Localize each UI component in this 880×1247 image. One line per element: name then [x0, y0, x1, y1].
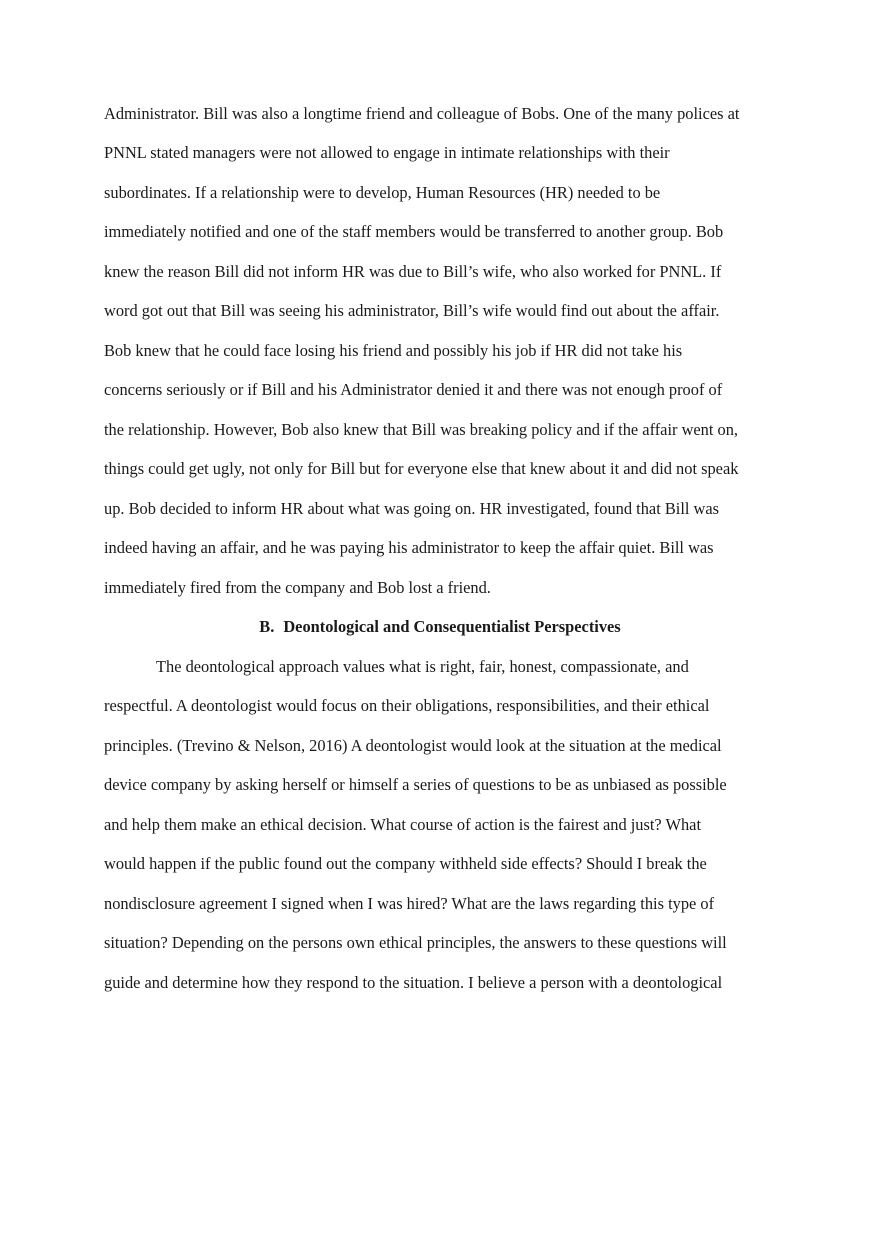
body-text-line: Administrator. Bill was also a longtime friend and colleague of Bobs. One of the many polices at — [104, 104, 740, 123]
body-text-line: guide and determine how they respond to the situation. I believe a person with a deontological — [104, 973, 723, 992]
body-text-line: PNNL stated managers were not allowed to engage in intimate relationships with their — [104, 143, 670, 162]
section-heading-title: Deontological and Consequentialist Perspectives — [283, 617, 621, 636]
body-text-line: up. Bob decided to inform HR about what was going on. HR investigated, found that Bill was — [104, 499, 720, 518]
body-text-line: device company by asking herself or himself a series of questions to be as unbiased as possible — [104, 775, 727, 794]
body-text-line: The deontological approach values what is right, fair, honest, compassionate, and — [156, 657, 689, 676]
section-heading-marker: B. — [259, 617, 275, 636]
body-text-line: principles. (Trevino & Nelson, 2016) A deontologist would look at the situation at the medical — [104, 736, 722, 755]
body-text-line: word got out that Bill was seeing his administrator, Bill’s wife would find out about the affair. — [104, 301, 720, 320]
body-text-line: immediately fired from the company and Bob lost a friend. — [104, 578, 491, 597]
body-text-line: knew the reason Bill did not inform HR was due to Bill’s wife, who also worked for PNNL. If — [104, 262, 722, 281]
body-text-line: indeed having an affair, and he was paying his administrator to keep the affair quiet. Bill was — [104, 538, 714, 557]
body-text-line: immediately notified and one of the staff members would be transferred to another group. Bob — [104, 222, 724, 241]
body-text-line: and help them make an ethical decision. What course of action is the fairest and just? What — [104, 815, 701, 834]
body-text-line: nondisclosure agreement I signed when I was hired? What are the laws regarding this type of — [104, 894, 715, 913]
body-text-line: respectful. A deontologist would focus on their obligations, responsibilities, and their ethical — [104, 696, 710, 715]
body-text-line: subordinates. If a relationship were to develop, Human Resources (HR) needed to be — [104, 183, 661, 202]
body-text-line: Bob knew that he could face losing his friend and possibly his job if HR did not take his — [104, 341, 683, 360]
body-text-line: things could get ugly, not only for Bill but for everyone else that knew about it and did not speak — [104, 459, 739, 478]
body-text-line: situation? Depending on the persons own ethical principles, the answers to these questions will — [104, 933, 727, 952]
body-text-line: would happen if the public found out the company withheld side effects? Should I break the — [104, 854, 707, 873]
body-text-line: concerns seriously or if Bill and his Administrator denied it and there was not enough proof of — [104, 380, 723, 399]
body-text-line: the relationship. However, Bob also knew that Bill was breaking policy and if the affair went on, — [104, 420, 739, 439]
section-heading — [0, 617, 880, 637]
